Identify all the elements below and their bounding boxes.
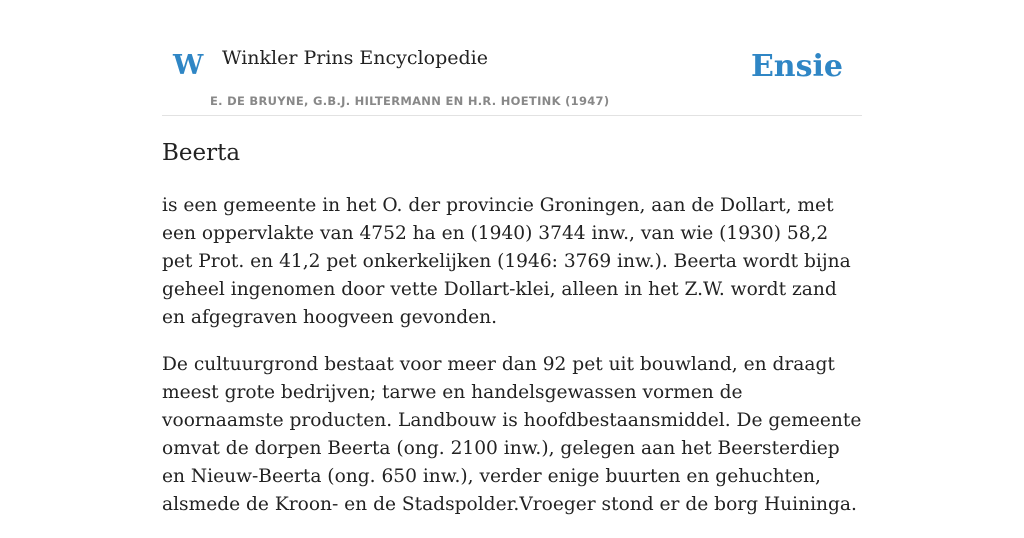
article-paragraph-1: is een gemeente in het O. der provincie Groningen, aan de Dollart, met een oppervlakte van 4752 ha en (1940) 3744 inw., van wie (1930) 58,2 pet Prot. en 41,2 pet onkerkelijken (1946: 3769 inw.). Beerta wordt bijna geheel ingenomen door vette Dollart-klei, alleen in het Z.W. wordt zand en afgegraven hoogveen gevonden. bbox=[162, 195, 851, 328]
article-paragraph-2: De cultuurgrond bestaat voor meer dan 92 pet uit bouwland, en draagt meest grote bedrijven; tarwe en handelsgewassen vormen de voornaamste producten. Landbouw is hoofdbestaansmiddel. De gemeente omvat de dorpen Beerta (ong. 2100 inw.), gelegen aan het Beersterdiep en Nieuw-Beerta (ong. 650 inw.), verder enige buurten en gehuchten, alsmede de Kroon- en de Stadspolder.Vroeger stond er de borg Huininga. bbox=[162, 354, 862, 515]
authors-subtitle: E. DE BRUYNE, G.B.J. HILTERMANN EN H.R. HOETINK (1947) bbox=[210, 94, 610, 108]
site-header bbox=[162, 0, 862, 116]
ensie-brand-logo[interactable]: Ensie bbox=[750, 49, 843, 84]
page-container bbox=[162, 0, 862, 515]
article-title: Beerta bbox=[162, 140, 241, 166]
encyclopedia-logo[interactable]: W bbox=[173, 50, 204, 81]
site-title[interactable]: Winkler Prins Encyclopedie bbox=[222, 47, 488, 69]
article-body bbox=[162, 192, 862, 538]
